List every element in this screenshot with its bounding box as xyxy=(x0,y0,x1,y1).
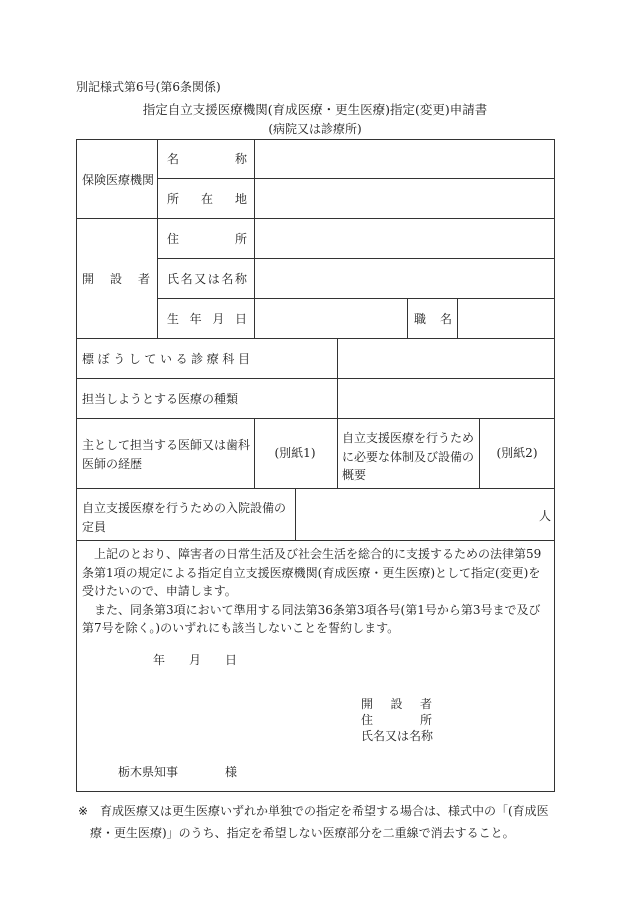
row-divider xyxy=(77,488,554,489)
date-year: 年 xyxy=(153,653,166,667)
date-day: 日 xyxy=(225,653,238,667)
declaration-paragraph-1: 上記のとおり、障害者の日常生活及び社会生活を総合的に支援するための法律第59条第1項の規定による指定自立支援医療機関(育成医療・更生医療)として指定(変更)を受けたいので、申請します。 xyxy=(82,547,542,599)
row-divider xyxy=(77,378,554,379)
founder-birthdate-label: 生 年 月 日 xyxy=(167,312,247,326)
document-subtitle: (病院又は診療所) xyxy=(268,122,362,136)
applicant-address-label: 住 所 xyxy=(361,713,432,727)
row-divider xyxy=(157,298,554,299)
column-divider xyxy=(337,338,338,488)
applicant-founder-label: 開 設 者 xyxy=(361,697,432,711)
row-divider xyxy=(157,258,554,259)
column-divider xyxy=(254,140,255,338)
founder-label: 開 設 者 xyxy=(82,272,150,286)
column-divider xyxy=(407,298,408,338)
column-divider xyxy=(457,298,458,338)
row-divider xyxy=(157,178,554,179)
departments-label: 標 ぼ う し て い る 診 療 科 目 xyxy=(82,352,250,366)
founder-name-label: 氏 名 又 は 名 称 xyxy=(167,272,247,286)
institution-address-label: 所 在 地 xyxy=(167,192,247,206)
insurance-institution-label: 保険医療機関 xyxy=(82,173,155,187)
column-divider xyxy=(157,140,158,338)
declaration-paragraph-2: また、同条第3項において準用する同法第36条第3項各号(第1号から第3号まで及び第7号を除く。)のいずれにも該当しないことを誓約します。 xyxy=(82,602,541,636)
applicant-name-label: 氏名又は名称 xyxy=(361,729,434,743)
footnote xyxy=(78,800,558,844)
note-mark: ※ xyxy=(78,804,89,818)
row-divider xyxy=(77,418,554,419)
note-line-1: 育成医療又は更生医療いずれか単独での指定を希望する場合は、様式中の「(育成医 xyxy=(100,804,549,818)
document-title: 指定自立支援医療機関(育成医療・更生医療)指定(変更)申請書 xyxy=(142,102,488,117)
capacity-unit: 人 xyxy=(539,509,552,523)
row-divider xyxy=(77,218,554,219)
doctor-career-label: 主として担当する医師又は歯科医師の経歴 xyxy=(82,438,251,471)
declaration-text xyxy=(82,545,550,638)
row-divider xyxy=(77,338,554,339)
note-line-2: 療・更生医療)」のうち、指定を希望しない医療部分を二重線で消去すること。 xyxy=(90,826,515,841)
attachment-2: (別紙2) xyxy=(496,446,538,460)
institution-name-label: 名 称 xyxy=(167,152,247,166)
founder-position-label: 職 名 xyxy=(414,312,452,326)
honorific: 様 xyxy=(225,765,238,779)
row-divider xyxy=(77,540,554,541)
addressee: 栃木県知事 xyxy=(118,765,179,779)
system-overview-label: 自立支援医療を行うために必要な体制及び設備の概要 xyxy=(342,431,475,483)
attachment-1: (別紙1) xyxy=(274,446,316,460)
application-form-table xyxy=(76,139,555,792)
date-month: 月 xyxy=(189,653,202,667)
form-number: 別記様式第6号(第6条関係) xyxy=(76,80,221,94)
inpatient-capacity-label: 自立支援医療を行うための入院設備の定員 xyxy=(82,501,287,534)
founder-address-label: 住 所 xyxy=(167,232,247,246)
medical-type-label: 担当しようとする医療の種類 xyxy=(82,392,239,406)
column-divider xyxy=(295,488,296,540)
